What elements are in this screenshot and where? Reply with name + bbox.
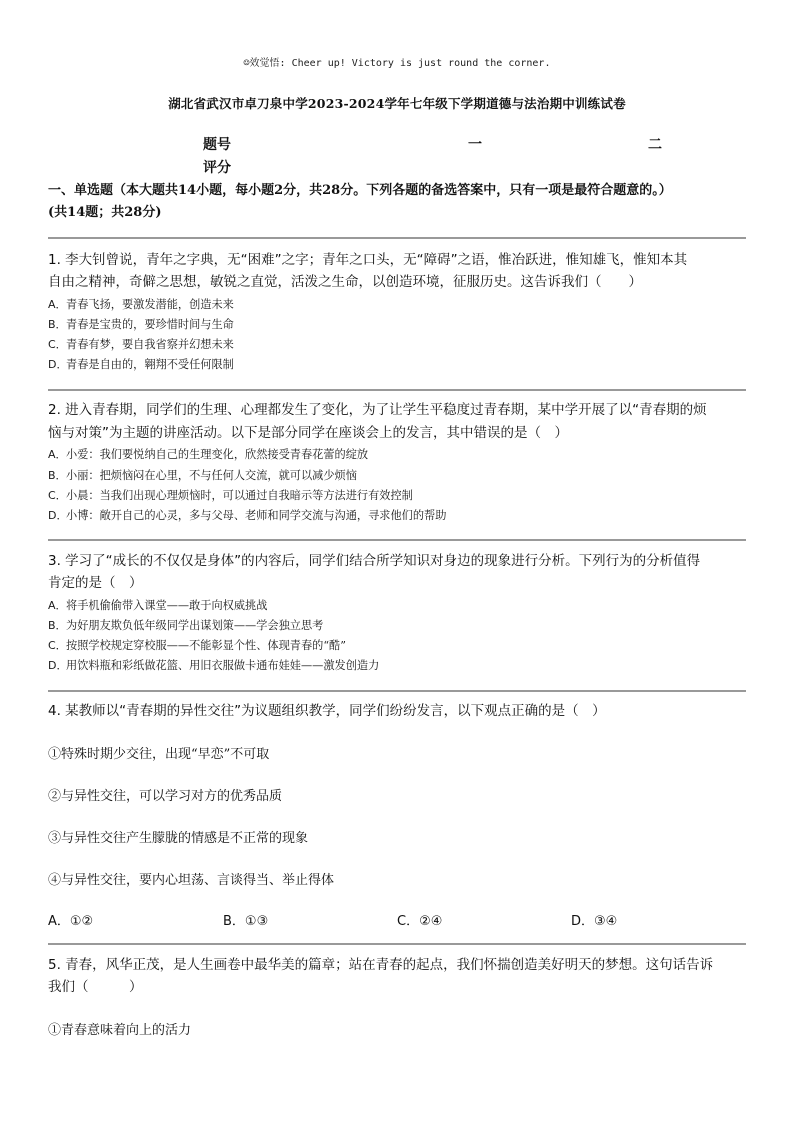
q2-option-a bbox=[48, 446, 748, 462]
divider bbox=[48, 389, 746, 391]
option-text: 小丽：把烦恼闷在心里，不与任何人交流，就可以减少烦恼 bbox=[66, 469, 357, 482]
q1-option-c bbox=[48, 336, 748, 352]
option-text: 小晨：当我们出现心理烦恼时，可以通过自我暗示等方法进行有效控制 bbox=[66, 489, 413, 502]
question-2-line2: 恼与对策”为主题的讲座活动。以下是部分同学在座谈会上的发言，其中错误的是（ ） bbox=[48, 425, 568, 441]
q3-option-c bbox=[48, 637, 748, 653]
option-letter: A． bbox=[48, 298, 67, 311]
option-letter: B． bbox=[48, 469, 67, 482]
option-text: 青春是宝贵的，要珍惜时间与生命 bbox=[66, 318, 234, 331]
divider bbox=[48, 943, 746, 945]
header-note: ☺效觉悟: Cheer up! Victory is just round the corner. bbox=[243, 58, 551, 69]
option-text: 青春飞扬，要激发潜能，创造未来 bbox=[66, 298, 234, 311]
question-3-line2: 肯定的是（ ） bbox=[48, 575, 143, 591]
option-text: 青春有梦，要自我省察并幻想未来 bbox=[66, 338, 234, 351]
q3-option-b bbox=[48, 617, 748, 633]
question-4-line1: 4. 某教师以“青春期的异性交往”为议题组织教学，同学们纷纷发言，以下观点正确的是（ ） bbox=[48, 703, 606, 719]
q4-statement-4: ④与异性交往，要内心坦荡、言谈得当、举止得体 bbox=[48, 873, 335, 888]
option-letter: C． bbox=[48, 489, 67, 502]
score-table-row1-label: 题号 bbox=[203, 137, 231, 153]
option-letter: A． bbox=[48, 448, 67, 461]
q1-option-b bbox=[48, 316, 748, 332]
q1-option-a bbox=[48, 296, 748, 312]
option-text: 将手机偷偷带入课堂——敢于向权威挑战 bbox=[66, 599, 268, 612]
q4-statement-3: ③与异性交往产生朦胧的情感是不正常的现象 bbox=[48, 831, 309, 846]
divider bbox=[48, 690, 746, 692]
q2-option-d bbox=[48, 507, 748, 523]
q4-choice-b: B．①③ bbox=[223, 914, 269, 929]
q4-choice-d: D．③④ bbox=[571, 914, 618, 929]
option-text: 按照学校规定穿校服——不能彰显个性、体现青春的“酷” bbox=[66, 639, 346, 652]
option-letter: D． bbox=[48, 358, 68, 371]
score-table-row2-label: 评分 bbox=[203, 160, 231, 176]
q5-statement-1: ①青春意味着向上的活力 bbox=[48, 1023, 192, 1038]
option-text: 青春是自由的，翱翔不受任何限制 bbox=[66, 358, 234, 371]
option-letter: D． bbox=[48, 659, 68, 672]
q1-option-d bbox=[48, 356, 748, 372]
q4-statement-1: ①特殊时期少交往，出现“早恋”不可取 bbox=[48, 747, 270, 762]
q3-option-d bbox=[48, 657, 748, 673]
question-2-line1: 2. 进入青春期，同学们的生理、心理都发生了变化，为了让学生平稳度过青春期，某中学开展了以“青春期的烦 bbox=[48, 402, 707, 418]
option-letter: B． bbox=[48, 619, 67, 632]
q4-statement-2: ②与异性交往，可以学习对方的优秀品质 bbox=[48, 789, 283, 804]
section-subheading: (共14题；共28分) bbox=[48, 205, 162, 220]
option-text: 用饮料瓶和彩纸做花篮、用旧衣服做卡通布娃娃——激发创造力 bbox=[66, 659, 380, 672]
score-table-col2: 二 bbox=[648, 137, 662, 153]
option-letter: B． bbox=[48, 318, 67, 331]
option-letter: D． bbox=[48, 509, 68, 522]
q3-option-a bbox=[48, 597, 748, 613]
option-text: 为好朋友欺负低年级同学出谋划策——学会独立思考 bbox=[66, 619, 324, 632]
page-title: 湖北省武汉市卓刀泉中学2023-2024学年七年级下学期道德与法治期中训练试卷 bbox=[168, 96, 626, 111]
q2-option-c bbox=[48, 487, 748, 503]
option-letter: C． bbox=[48, 639, 67, 652]
q4-choice-c: C．②④ bbox=[397, 914, 443, 929]
option-letter: C． bbox=[48, 338, 67, 351]
option-text: 小博：敞开自己的心灵，多与父母、老师和同学交流与沟通，寻求他们的帮助 bbox=[66, 509, 447, 522]
score-table-col1: 一 bbox=[468, 137, 482, 153]
question-5-line1: 5. 青春，风华正茂，是人生画卷中最华美的篇章；站在青春的起点，我们怀揣创造美好明天的梦想。这句话告诉 bbox=[48, 957, 714, 973]
section-heading: 一、单选题（本大题共14小题，每小题2分，共28分。下列各题的备选答案中，只有一项是最符合题意的。） bbox=[48, 183, 672, 198]
divider bbox=[48, 237, 746, 239]
question-5-line2: 我们（ ） bbox=[48, 979, 143, 995]
question-1-line1: 1. 李大钊曾说，青年之字典，无“困难”之字；青年之口头，无“障碍”之语，惟冶跃进，惟知雄飞，惟知本其 bbox=[48, 252, 688, 268]
q2-option-b bbox=[48, 467, 748, 483]
q4-choice-a: A．①② bbox=[48, 914, 94, 929]
question-3-line1: 3. 学习了“成长的不仅仅是身体”的内容后，同学们结合所学知识对身边的现象进行分析。下列行为的分析值得 bbox=[48, 553, 701, 569]
option-text: 小爱：我们要悦纳自己的生理变化，欣然接受青春花蕾的绽放 bbox=[66, 448, 369, 461]
divider bbox=[48, 539, 746, 541]
question-1-line2: 自由之精神，奇僻之思想，敏锐之直觉，活泼之生命，以创造环境，征服历史。这告诉我们（ ） bbox=[48, 274, 642, 290]
option-letter: A． bbox=[48, 599, 67, 612]
